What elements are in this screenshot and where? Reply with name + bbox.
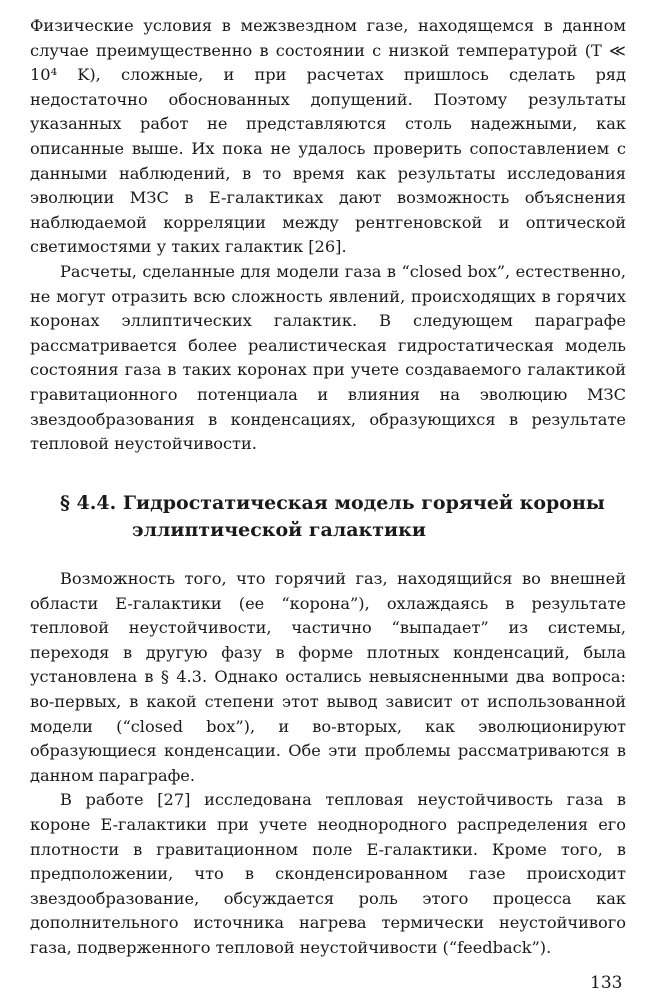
page-body-bottom xyxy=(30,567,626,961)
page-body-top xyxy=(30,14,626,457)
paragraph-3: Возможность того, что горячий газ, находящийся во внешней области E-галактики (ее “корона”), охлаждаясь в результате тепловой неустойчивости, частично “выпадает” из системы, переходя в другую фазу в форме плотных конденсаций, была установлена в § 4.3. Однако остались невыясненными два вопроса: во-первых, в какой степени этот вывод зависит от использованной модели (“closed box”), и во-вторых, как эволюционируют образующиеся конденсации. Обе эти проблемы рассматриваются в данном параграфе. xyxy=(30,569,626,785)
section-number: § 4.4. xyxy=(60,492,117,514)
page-number: 133 xyxy=(590,973,623,993)
section-title-line2: эллиптической галактики xyxy=(132,519,426,541)
paragraph-1: Физические условия в межзвездном газе, находящемся в данном случае преимущественно в состоянии с низкой температурой (T ≪ 10⁴ K), сложные, и при расчетах пришлось сделать ряд недостаточно обоснованных допущений. Поэтому результаты указанных работ не представляются столь надежными, как описанные выше. Их пока не удалось проверить сопоставлением с данными наблюдений, в то время как результаты исследования эволюции МЗС в E-галактиках дают возможность объяснения наблюдаемой корреляции между рентгеновской и оптической светимостями у таких галактик [26]. xyxy=(30,16,626,257)
paragraph-2: Расчеты, сделанные для модели газа в “closed box”, естественно, не могут отразить всю сложность явлений, происходящих в горячих коронах эллиптических галактик. В следующем параграфе рассматривается более реалистическая гидростатическая модель состояния газа в таких коронах при учете создаваемого галактикой гравитационного потенциала и влияния на эволюцию МЗС звездообразования в конденсациях, образующихся в результате тепловой неустойчивости. xyxy=(30,261,626,454)
paragraph-4: В работе [27] исследована тепловая неустойчивость газа в короне E-галактики при учете неоднородного распределения его плотности в гравитационном поле E-галактики. Кроме того, в предположении, что в сконденсированном газе происходит звездообразование, обсуждается роль этого процесса как дополнительного источника нагрева термически неустойчивого газа, подверженного тепловой неустойчивости (“feedback”). xyxy=(30,790,626,957)
section-heading xyxy=(60,490,630,544)
section-title-line1: Гидростатическая модель горячей короны xyxy=(122,492,605,514)
